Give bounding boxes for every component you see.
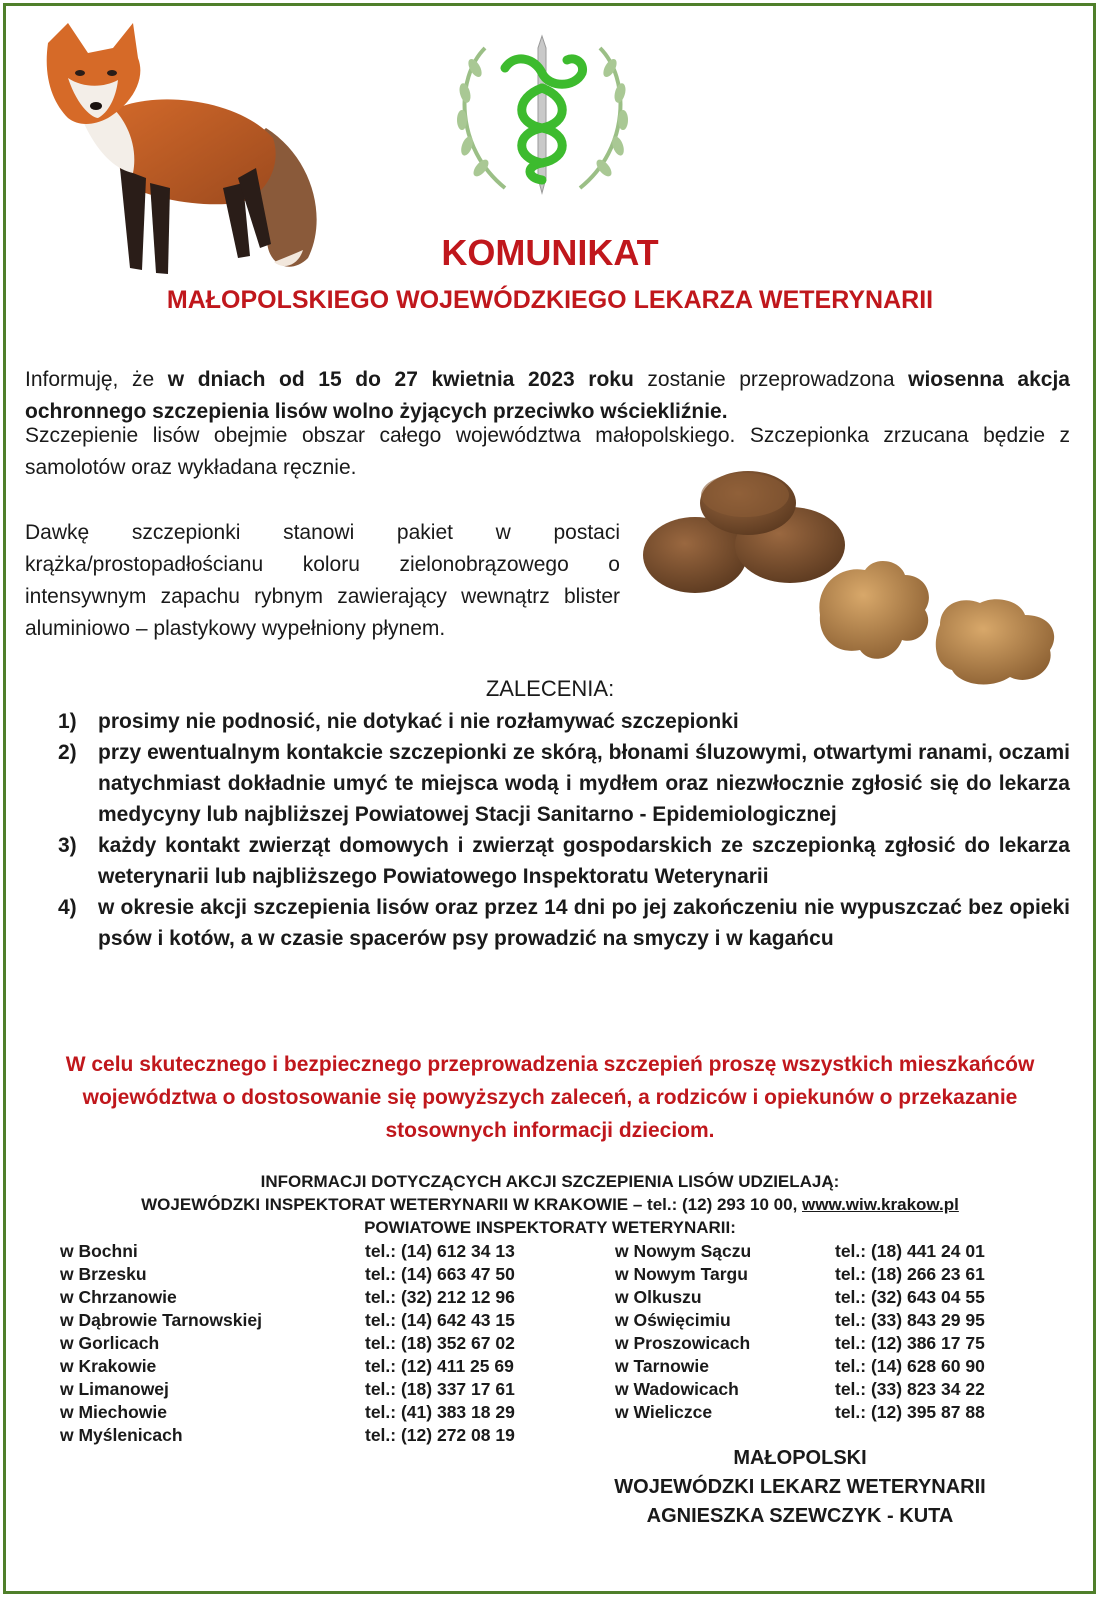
- contact-place: w Wadowicach: [615, 1379, 739, 1399]
- contact-phone: tel.: (33) 843 29 95: [835, 1310, 985, 1330]
- recommendations-list: [58, 706, 1070, 954]
- contact-phone: tel.: (41) 383 18 29: [365, 1402, 515, 1422]
- contact-phone: tel.: (12) 386 17 75: [835, 1333, 985, 1353]
- contact-phone: tel.: (18) 337 17 61: [365, 1379, 515, 1399]
- contact-place: w Myślenicach: [60, 1425, 183, 1445]
- intro-paragraph-2: Szczepienie lisów obejmie obszar całego województwa małopolskiego. Szczepionka zrzucana będzie z samolotów oraz wykładana ręcznie.: [25, 424, 1070, 479]
- signature-line-2: WOJEWÓDZKI LEKARZ WETERYNARII: [614, 1476, 986, 1498]
- contact-place: w Oświęcimiu: [615, 1310, 731, 1330]
- veterinary-emblem: [445, 28, 640, 203]
- contact-place: w Brzesku: [60, 1264, 147, 1284]
- list-item: 1) prosimy nie podnosić, nie dotykać i nie rozłamywać szczepionki: [58, 710, 739, 733]
- contact-phone: tel.: (18) 266 23 61: [835, 1264, 985, 1284]
- page-title: KOMUNIKAT: [441, 232, 659, 273]
- contacts-right-phones: [835, 1240, 1035, 1424]
- contact-phone: tel.: (14) 628 60 90: [835, 1356, 985, 1376]
- vaccine-bait-photo: [640, 465, 1070, 695]
- contact-phone: tel.: (14) 663 47 50: [365, 1264, 515, 1284]
- contact-phone: tel.: (12) 272 08 19: [365, 1425, 515, 1445]
- contact-place: w Chrzanowie: [60, 1287, 177, 1307]
- contact-place: w Wieliczce: [615, 1402, 713, 1422]
- contact-place: w Nowym Targu: [615, 1264, 748, 1284]
- contact-place: w Miechowie: [60, 1402, 167, 1422]
- list-item: 3) każdy kontakt zwierząt domowych i zwierząt gospodarskich ze szczepionką zgłosić do lekarza weterynarii lub najbliższego Powiatowego Inspektoratu Weterynarii: [58, 834, 1070, 888]
- contact-place: w Olkuszu: [615, 1287, 702, 1307]
- website-link[interactable]: www.wiw.krakow.pl: [802, 1195, 959, 1214]
- recommendations-heading: ZALECENIA:: [485, 676, 615, 701]
- vaccine-description: Dawkę szczepionki stanowi pakiet w postaci krążka/prostopadłościanu koloru zielonobrązowego o intensywnym zapachu rybnym zawierający wewnątrz blister aluminiowo – plastykowy wypełniony płynem.: [25, 521, 620, 640]
- contact-phone: tel.: (32) 212 12 96: [365, 1287, 515, 1307]
- contact-phone: tel.: (14) 612 34 13: [365, 1241, 515, 1261]
- contacts-right-places: [615, 1240, 835, 1424]
- list-item: 2) przy ewentualnym kontakcie szczepionki ze skórą, błonami śluzowymi, otwartymi ranami, oczami natychmiast dokładnie umyć te miejsca wodą i mydłem oraz niezwłocznie zgłosić się do lekarza medycyny lub najbliższej Powiatowej Stacji Sanitarno - Epidemiologicznej: [58, 741, 1070, 826]
- signature-name: AGNIESZKA SZEWCZYK - KUTA: [646, 1505, 954, 1527]
- contact-phone: tel.: (33) 823 34 22: [835, 1379, 985, 1399]
- contact-place: w Dąbrowie Tarnowskiej: [60, 1310, 262, 1330]
- intro-paragraph-1: Informuję, że w dniach od 15 do 27 kwietnia 2023 roku zostanie przeprowadzona wiosenna akcja ochronnego szczepienia lisów wolno żyjących przeciwko wściekliźnie.: [25, 368, 1070, 423]
- list-item: 4) w okresie akcji szczepienia lisów oraz przez 14 dni po jej zakończeniu nie wypuszczać bez opieki psów i kotów, a w czasie spacerów psy prowadzić na smyczy i w kagańcu: [58, 896, 1070, 950]
- contact-phone: tel.: (12) 395 87 88: [835, 1402, 985, 1422]
- contact-phone: tel.: (18) 352 67 02: [365, 1333, 515, 1353]
- contact-place: w Limanowej: [60, 1379, 169, 1399]
- page-subtitle: MAŁOPOLSKIEGO WOJEWÓDZKIEGO LEKARZA WETERYNARII: [166, 286, 934, 314]
- contact-place: w Proszowicach: [615, 1333, 751, 1353]
- contact-phone: tel.: (18) 441 24 01: [835, 1241, 985, 1261]
- contact-place: w Nowym Sączu: [615, 1241, 752, 1261]
- contact-phone: tel.: (14) 642 43 15: [365, 1310, 515, 1330]
- appeal-text: W celu skutecznego i bezpiecznego przeprowadzenia szczepień proszę wszystkich mieszkańców województwa o dostosowanie się powyższych zaleceń, a rodziców i opiekunów o przekazanie stosownych informacji dzieciom.: [65, 1053, 1035, 1142]
- contact-place: w Krakowie: [60, 1356, 157, 1376]
- contact-place: w Gorlicach: [60, 1333, 160, 1353]
- contact-place: w Tarnowie: [615, 1356, 709, 1376]
- contact-place: w Bochni: [60, 1241, 138, 1261]
- signature-line-1: MAŁOPOLSKI: [733, 1447, 867, 1469]
- contact-phone: tel.: (32) 643 04 55: [835, 1287, 985, 1307]
- info-heading: INFORMACJI DOTYCZĄCYCH AKCJI SZCZEPIENIA LISÓW UDZIELAJĄ:: [260, 1172, 840, 1191]
- district-inspectorates-heading: POWIATOWE INSPEKTORATY WETERYNARII:: [364, 1218, 736, 1237]
- contact-phone: tel.: (12) 411 25 69: [365, 1356, 514, 1376]
- contacts-left-phones: [365, 1240, 565, 1447]
- contacts-left-places: [60, 1240, 360, 1447]
- regional-inspectorate: WOJEWÓDZKI INSPEKTORAT WETERYNARII W KRAKOWIE – tel.: (12) 293 10 00, www.wiw.krakow.pl: [141, 1195, 959, 1214]
